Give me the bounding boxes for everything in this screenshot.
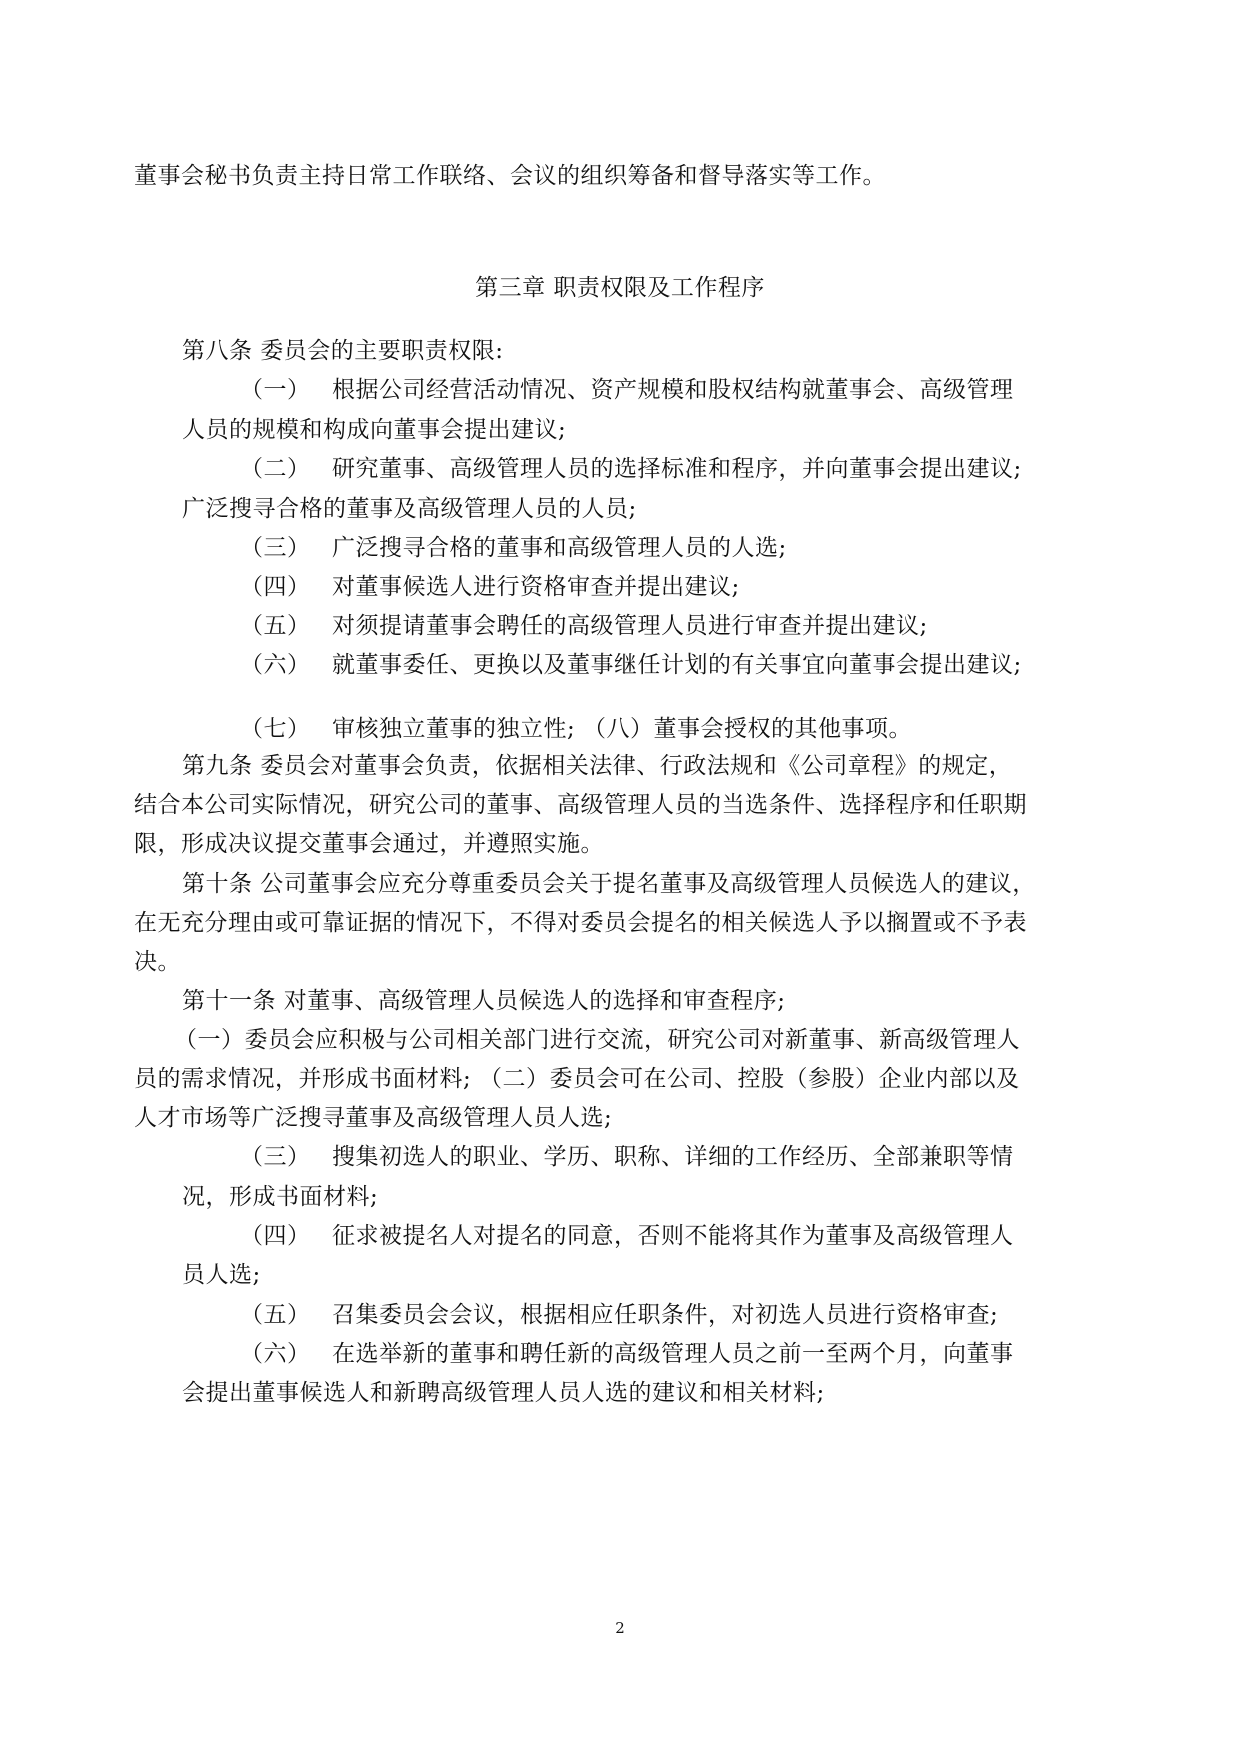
article-11-title: 第十一条 对董事、高级管理人员候选人的选择和审查程序; [182, 988, 786, 1014]
article-8-title: 第八条 委员会的主要职责权限: [182, 338, 504, 364]
article-11-para-line-1: （一）委员会应积极与公司相关部门进行交流，研究公司对新董事、新高级管理人 [174, 1027, 1020, 1053]
item-number: （一） [240, 377, 311, 403]
page-number: 2 [615, 1619, 625, 1637]
item-text: 审核独立董事的独立性; （八）董事会授权的其他事项。 [332, 716, 913, 742]
item-number: （六） [240, 1341, 311, 1367]
article-9-line-3: 限，形成决议提交董事会通过，并遵照实施。 [134, 831, 604, 857]
item-text: 在选举新的董事和聘任新的高级管理人员之前一至两个月，向董事 [332, 1341, 1014, 1367]
item-text: 就董事委任、更换以及董事继任计划的有关事宜向董事会提出建议; [332, 652, 1022, 678]
article-10-line-1: 第十条 公司董事会应充分尊重委员会关于提名董事及高级管理人员候选人的建议， [182, 871, 1036, 897]
article-11-para-line-3: 人才市场等广泛搜寻董事及高级管理人员人选; [134, 1105, 613, 1131]
item-text: 根据公司经营活动情况、资产规模和股权结构就董事会、高级管理 [332, 377, 1014, 403]
article-8-item-2-continuation: 广泛搜寻合格的董事及高级管理人员的人员; [182, 496, 637, 522]
item-number: （四） [240, 1223, 311, 1249]
article-11-item-3-continuation: 况，形成书面材料; [182, 1184, 379, 1210]
item-text: 对须提请董事会聘任的高级管理人员进行审查并提出建议; [332, 613, 928, 639]
article-11-item-4-continuation: 员人选; [182, 1262, 261, 1288]
item-text: 对董事候选人进行资格审查并提出建议; [332, 574, 740, 600]
item-number: （五） [240, 1302, 311, 1328]
article-9-line-1: 第九条 委员会对董事会负责，依据相关法律、行政法规和《公司章程》的规定， [182, 753, 1013, 779]
item-number: （七） [240, 716, 311, 742]
item-number: （五） [240, 613, 311, 639]
item-text: 搜集初选人的职业、学历、职称、详细的工作经历、全部兼职等情 [332, 1144, 1014, 1170]
article-9-line-2: 结合本公司实际情况，研究公司的董事、高级管理人员的当选条件、选择程序和任职期 [134, 792, 1027, 818]
item-number: （四） [240, 574, 311, 600]
item-number: （三） [240, 535, 311, 561]
article-10-line-3: 决。 [134, 949, 181, 975]
article-11-item-6-continuation: 会提出董事候选人和新聘高级管理人员人选的建议和相关材料; [182, 1380, 825, 1406]
item-number: （三） [240, 1144, 311, 1170]
article-10-line-2: 在无充分理由或可靠证据的情况下，不得对委员会提名的相关候选人予以搁置或不予表 [134, 910, 1027, 936]
article-11-para-line-2: 员的需求情况，并形成书面材料; （二）委员会可在公司、控股（参股）企业内部以及 [134, 1066, 1020, 1092]
item-text: 召集委员会会议，根据相应任职条件，对初选人员进行资格审查; [332, 1302, 999, 1328]
intro-paragraph: 董事会秘书负责主持日常工作联络、会议的组织筹备和督导落实等工作。 [134, 163, 886, 189]
chapter-title: 第三章 职责权限及工作程序 [475, 275, 765, 301]
item-number: （六） [240, 652, 311, 678]
item-number: （二） [240, 456, 311, 482]
item-text: 研究董事、高级管理人员的选择标准和程序，并向董事会提出建议; [332, 456, 1022, 482]
item-text: 征求被提名人对提名的同意，否则不能将其作为董事及高级管理人 [332, 1223, 1014, 1249]
item-text: 广泛搜寻合格的董事和高级管理人员的人选; [332, 535, 787, 561]
article-8-item-1-continuation: 人员的规模和构成向董事会提出建议; [182, 417, 567, 443]
